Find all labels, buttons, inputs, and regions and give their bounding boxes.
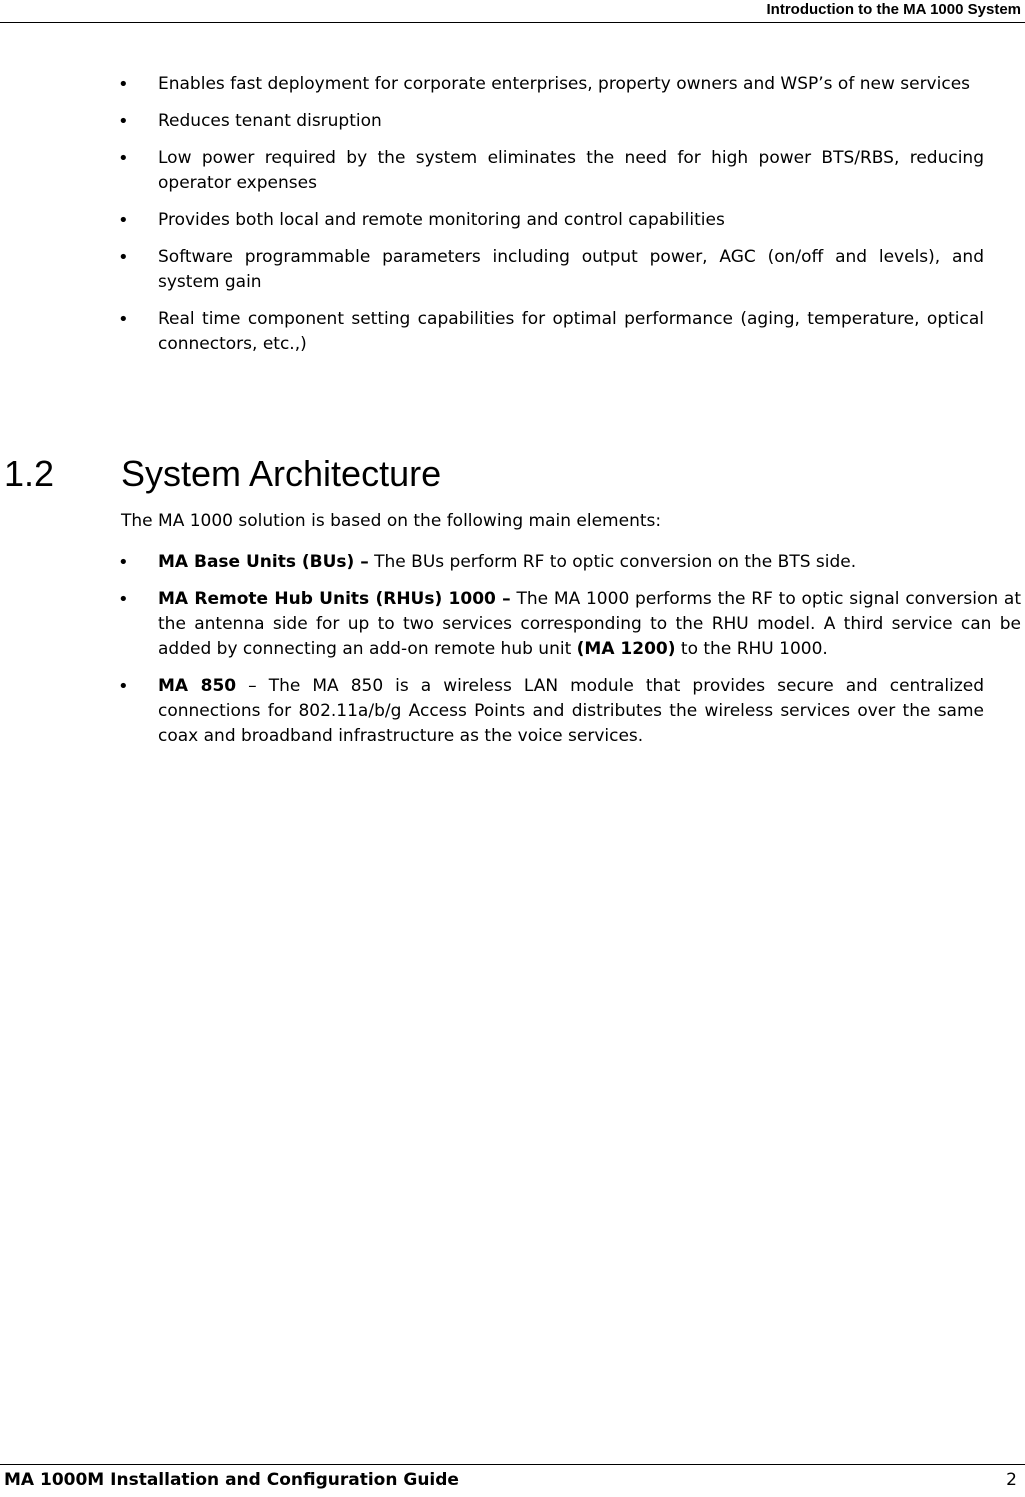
bullet-icon: • xyxy=(118,111,129,132)
header-title: Introduction to the MA 1000 System xyxy=(766,1,1021,18)
list-item xyxy=(0,550,1025,575)
page-number: 2 xyxy=(1006,1470,1017,1490)
list-item xyxy=(0,208,1025,233)
footer-title: MA 1000M Installation and Configuration Guide xyxy=(4,1470,459,1490)
section-title: System Architecture xyxy=(121,453,442,494)
element-description-end: to the RHU 1000. xyxy=(675,639,828,659)
list-item xyxy=(0,307,1025,357)
list-item xyxy=(0,109,1025,134)
list-item-text xyxy=(158,550,984,575)
list-item-text: Software programmable parameters including output power, AGC (on/off and levels), and system gain xyxy=(158,247,984,292)
bullet-icon: • xyxy=(118,247,129,268)
list-item-text: Provides both local and remote monitoring and control capabilities xyxy=(158,210,725,230)
bullet-icon: • xyxy=(118,309,129,330)
element-description: – The MA 850 is a wireless LAN module that provides secure and centralized connections for 802.11a/b/g Access Points and distributes the wireless services over the same coax and broadband infrastructure as the voice services. xyxy=(158,676,985,746)
section-heading xyxy=(0,450,1025,498)
element-description: The MA 1000 performs the RF to optic signal conversion at the antenna side for up to two services corresponding to the RHU model. A third service can be added by connecting an add-on remote hub unit xyxy=(158,589,1021,659)
elements-list xyxy=(0,550,1025,761)
element-name: MA Remote Hub Units (RHUs) 1000 – xyxy=(158,589,511,609)
bullet-icon: • xyxy=(118,552,129,573)
list-item-text: Enables fast deployment for corporate enterprises, property owners and WSP’s of new services xyxy=(158,74,971,94)
element-description: The BUs perform RF to optic conversion on the BTS side. xyxy=(368,552,857,572)
list-item xyxy=(0,674,1025,749)
list-item-text: Reduces tenant disruption xyxy=(158,111,382,131)
bullet-icon: • xyxy=(118,74,129,95)
bullet-icon: • xyxy=(118,210,129,231)
page-header xyxy=(0,0,1025,23)
list-item-text: Real time component setting capabilities for optimal performance (aging, temperature, optical connectors, etc.,) xyxy=(158,309,984,354)
bullet-icon: • xyxy=(118,589,129,610)
list-item-text xyxy=(158,587,1021,662)
list-item-text: Low power required by the system eliminates the need for high power BTS/RBS, reducing operator expenses xyxy=(158,148,984,193)
list-item xyxy=(0,587,1025,662)
list-item-text xyxy=(158,674,984,749)
list-item xyxy=(0,245,1025,295)
list-item xyxy=(0,72,1025,97)
list-item xyxy=(0,146,1025,196)
bullet-icon: • xyxy=(118,676,129,697)
element-name: MA Base Units (BUs) – xyxy=(158,552,369,572)
element-name: MA 850 xyxy=(158,676,237,696)
bullet-icon: • xyxy=(118,148,129,169)
benefits-list xyxy=(0,72,1025,369)
element-model: (MA 1200) xyxy=(576,639,676,659)
page-footer xyxy=(0,1464,1025,1497)
section-number: 1.2 xyxy=(4,453,55,494)
section-intro: The MA 1000 solution is based on the following main elements: xyxy=(121,511,662,531)
